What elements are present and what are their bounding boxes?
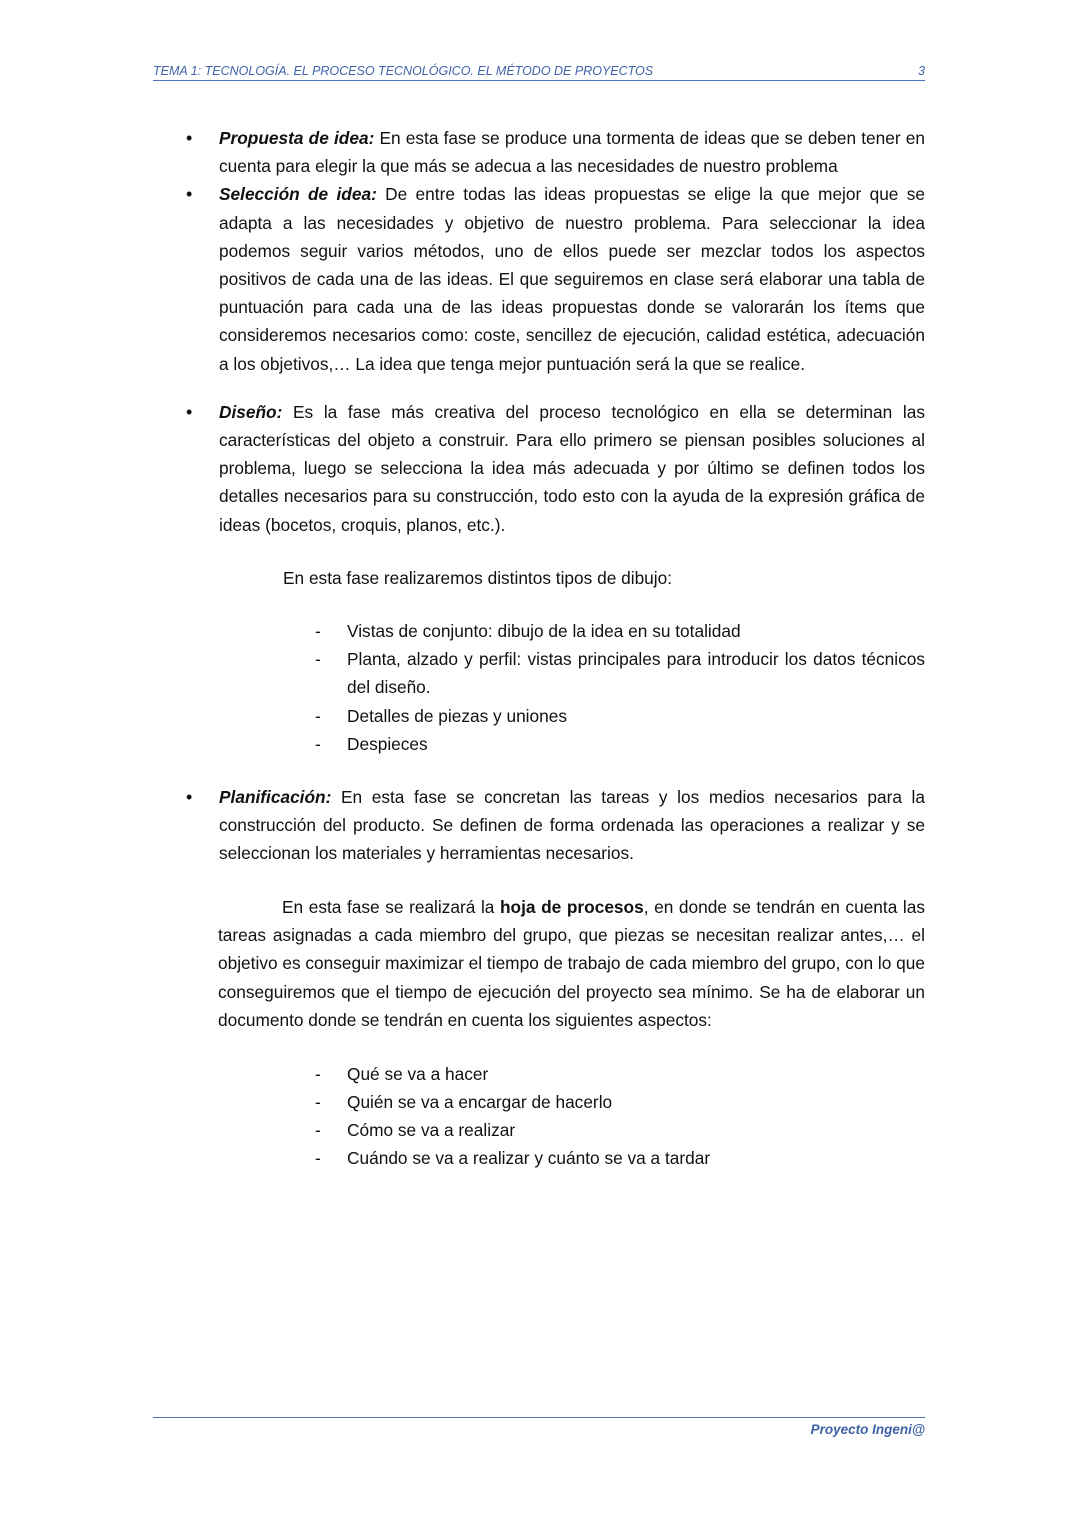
page-number: 3	[918, 64, 925, 78]
bullet-text: En esta fase se concretan las tareas y los medios necesarios para la construcción del producto. Se definen de forma ordenada las operaciones a realizar y se seleccionan los materiales y herramientas necesarios.	[219, 787, 925, 864]
page-header	[153, 62, 925, 81]
bullet-propuesta	[186, 124, 925, 180]
dash-icon: -	[315, 621, 321, 642]
bullet-icon: •	[186, 128, 193, 148]
bullet-lead: Planificación:	[219, 787, 332, 808]
bullet-lead: Diseño:	[219, 401, 283, 422]
list-item: - Cuándo se va a realizar y cuánto se va a tardar	[347, 1144, 925, 1172]
dash-icon: -	[315, 1120, 321, 1141]
design-intro: En esta fase realizaremos distintos tipos de dibujo:	[283, 567, 673, 588]
hoja-de-procesos-term: hoja de procesos	[500, 896, 644, 917]
bullet-lead: Selección de idea:	[219, 184, 377, 205]
dash-icon: -	[315, 705, 321, 726]
bullet-text: Es la fase más creativa del proceso tecnológico en ella se determinan las características del objeto a construir. Para ello primero se piensan posibles soluciones al problema, luego se selecciona la idea más adecuada y por último se definen todos los detalles necesarios para su construcción, todo esto con la ayuda de la expresión gráfica de ideas (bocetos, croquis, planos, etc.).	[219, 401, 925, 535]
bullet-text: De entre todas las ideas propuestas se elige la que mejor que se adapta a las necesidades y objetivo de nuestro problema. Para seleccionar la idea podemos seguir varios métodos, uno de ellos puede ser mezclar todos los aspectos positivos de cada una de las ideas. El que seguiremos en clase será elaborar una tabla de puntuación para cada una de las ideas propuestas donde se valorarán los ítems que consideremos necesarios como: coste, sencillez de ejecución, calidad estética, adecuación a los objetivos,… La idea que tenga mejor puntuación será la que se realice.	[219, 184, 925, 374]
list-item: - Vistas de conjunto: dibujo de la idea en su totalidad	[347, 617, 925, 645]
dash-icon: -	[315, 1091, 321, 1112]
list-item: - Despieces	[347, 730, 925, 758]
bullet-planificacion	[186, 783, 925, 868]
document-body	[153, 124, 925, 1173]
bullet-icon: •	[186, 401, 193, 422]
design-drawing-list	[153, 617, 925, 758]
dash-icon: -	[315, 1148, 321, 1169]
planning-aspects-list	[153, 1060, 925, 1173]
page-footer	[153, 1417, 925, 1437]
list-item: - Quién se va a encargar de hacerlo	[347, 1088, 925, 1116]
list-item: - Qué se va a hacer	[347, 1060, 925, 1088]
bullet-text: En esta fase se produce una tormenta de ideas que se deben tener en cuenta para elegir la que más se adecua a las necesidades de nuestro problema	[219, 128, 925, 177]
list-item: - Detalles de piezas y uniones	[347, 702, 925, 730]
bullet-icon: •	[186, 787, 193, 808]
dash-icon: -	[315, 649, 321, 670]
footer-brand: Proyecto Ingeni@	[810, 1422, 925, 1437]
list-item: - Planta, alzado y perfil: vistas principales para introducir los datos técnicos del diseño.	[347, 645, 925, 701]
dash-icon: -	[315, 733, 321, 754]
planning-paragraph: En esta fase se realizará la hoja de procesos, en donde se tendrán en cuenta las tareas asignadas a cada miembro del grupo, que piezas se necesitan realizar antes,… el objetivo es conseguir maximizar el tiempo de trabajo de cada miembro del grupo, con lo que conseguiremos que el tiempo de ejecución del proyecto sea mínimo. Se ha de elaborar un documento donde se tendrán en cuenta los siguientes aspectos:	[218, 896, 926, 1031]
dash-icon: -	[315, 1063, 321, 1084]
header-title: TEMA 1: TECNOLOGÍA. EL PROCESO TECNOLÓGICO. EL MÉTODO DE PROYECTOS	[153, 64, 654, 78]
bullet-icon: •	[186, 184, 193, 205]
bullet-lead: Propuesta de idea:	[219, 128, 375, 148]
list-item: - Cómo se va a realizar	[347, 1116, 925, 1144]
bullet-diseno	[186, 398, 925, 539]
bullet-seleccion	[186, 180, 925, 377]
